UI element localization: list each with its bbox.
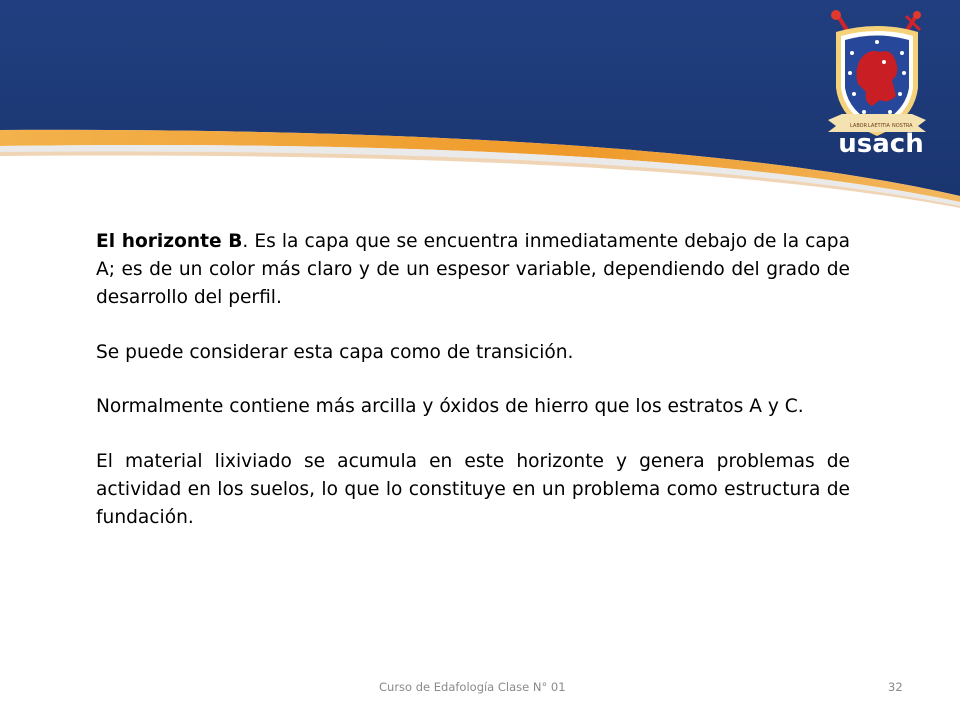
paragraph-lead: El horizonte B bbox=[96, 231, 243, 252]
motto-word-3: NOSTRA bbox=[892, 123, 913, 129]
motto-word-1: LABOR bbox=[850, 123, 868, 129]
paragraph-text: . Es la capa que se encuentra inmediatamente debajo de la capa A; es de un color más claro y de un espesor variable, dependiendo del grado de desarrollo del perfil. bbox=[96, 231, 850, 308]
paragraph-lixiviado: El material lixiviado se acumula en este horizonte y genera problemas de actividad en los suelos, lo que lo constituye en un problema como estructura de fundación. bbox=[96, 451, 850, 528]
header-banner bbox=[0, 0, 960, 230]
paragraph-composicion: Normalmente contiene más arcilla y óxidos de hierro que los estratos A y C. bbox=[96, 396, 804, 417]
page-number: 32 bbox=[888, 680, 903, 694]
slide-body bbox=[96, 228, 850, 559]
paragraph-transicion: Se puede considerar esta capa como de transición. bbox=[96, 342, 574, 363]
footer-course-title: Curso de Edafología Clase N° 01 bbox=[379, 680, 566, 694]
motto-word-2: LAETITIA bbox=[868, 123, 890, 129]
paragraph-horizonte-b bbox=[96, 228, 850, 312]
brand-wordmark: usach bbox=[838, 129, 924, 159]
